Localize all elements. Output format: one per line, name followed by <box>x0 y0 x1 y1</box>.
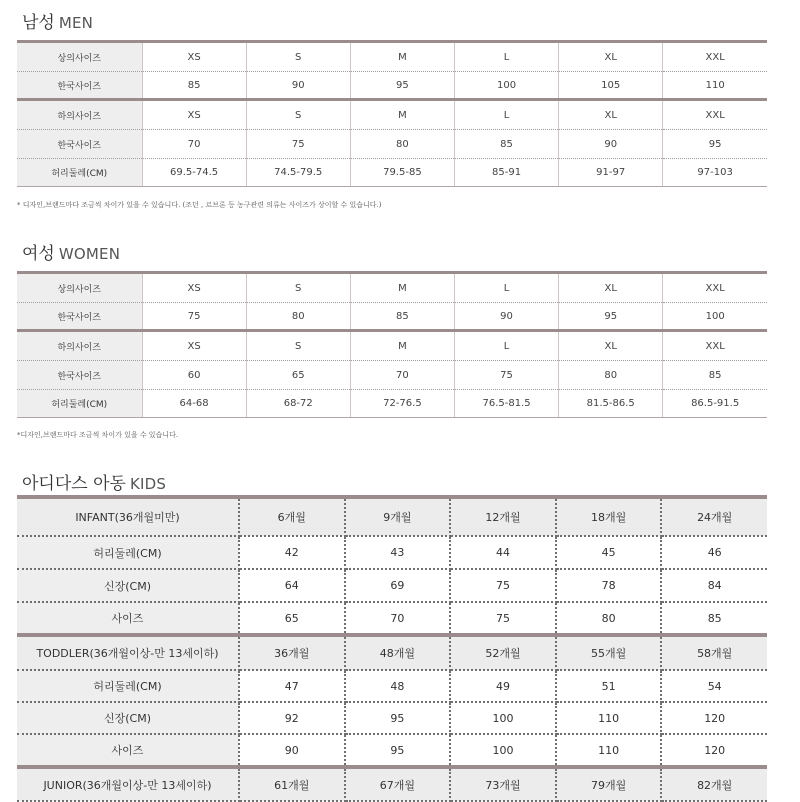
row-label: 사이즈 <box>17 602 239 635</box>
row-label: 상의사이즈 <box>17 42 142 72</box>
row-label: 한국사이즈 <box>17 303 142 331</box>
table-cell: 75 <box>246 130 350 159</box>
table-cell: 70 <box>350 361 454 390</box>
table-cell: 75 <box>142 303 246 331</box>
table-cell: 24개월 <box>661 497 767 536</box>
table-cell: S <box>246 273 350 303</box>
row-label: TODDLER(36개월이상-만 13세이하) <box>17 635 239 670</box>
table-cell: 110 <box>556 702 662 734</box>
table-row <box>17 100 767 130</box>
table-row <box>17 602 767 635</box>
table-cell: 75 <box>454 361 558 390</box>
table-cell: 76.5-81.5 <box>454 390 558 418</box>
table-cell: 46 <box>661 536 767 569</box>
table-cell: 110 <box>556 734 662 767</box>
table-cell: 95 <box>350 72 454 100</box>
table-row <box>17 361 767 390</box>
table-cell: 52개월 <box>450 635 556 670</box>
table-cell: 90 <box>239 734 345 767</box>
table-row <box>17 130 767 159</box>
table-row <box>17 497 767 536</box>
table-row <box>17 72 767 100</box>
table-cell: 47 <box>239 670 345 702</box>
table-cell: 48개월 <box>345 635 451 670</box>
table-cell: 12개월 <box>450 497 556 536</box>
table-cell: L <box>454 100 558 130</box>
row-label: 허리둘레(CM) <box>17 390 142 418</box>
table-cell: M <box>350 100 454 130</box>
row-label: 하의사이즈 <box>17 100 142 130</box>
table-row <box>17 159 767 187</box>
table-cell: 75 <box>450 569 556 602</box>
table-cell: 44 <box>450 536 556 569</box>
table-cell: 49 <box>450 670 556 702</box>
table-cell: XS <box>142 42 246 72</box>
women-title-ko: 여성 <box>22 244 55 264</box>
row-label: 허리둘레(CM) <box>17 670 239 702</box>
row-label: 한국사이즈 <box>17 72 142 100</box>
table-cell: 95 <box>345 734 451 767</box>
table-cell: 69 <box>345 569 451 602</box>
table-cell: 100 <box>450 734 556 767</box>
table-cell: 6개월 <box>239 497 345 536</box>
men-size-table <box>17 40 767 187</box>
table-cell: 80 <box>556 602 662 635</box>
table-cell: 64-68 <box>142 390 246 418</box>
table-cell: 65 <box>239 602 345 635</box>
men-note: * 디자인,브랜드마다 조금씩 차이가 있을 수 있습니다. (조던 , 르브론 등 농구관련 의류는 사이즈가 상이할 수 있습니다.) <box>17 201 382 209</box>
table-row <box>17 635 767 670</box>
table-cell: 90 <box>559 130 663 159</box>
table-cell: 84 <box>661 569 767 602</box>
kids-title-en: KIDS <box>129 475 167 493</box>
table-cell: 85 <box>350 303 454 331</box>
table-row <box>17 767 767 801</box>
row-label: JUNIOR(36개월이상-만 13세이하) <box>17 767 239 801</box>
row-label: 허리둘레(CM) <box>17 159 142 187</box>
table-cell: 68-72 <box>246 390 350 418</box>
kids-size-table <box>17 495 767 802</box>
row-label: INFANT(36개월미만) <box>17 497 239 536</box>
table-cell: 54 <box>661 670 767 702</box>
table-cell: XXL <box>663 42 767 72</box>
table-row <box>17 42 767 72</box>
table-cell: 95 <box>559 303 663 331</box>
table-cell: L <box>454 42 558 72</box>
table-cell: 42 <box>239 536 345 569</box>
table-cell: 36개월 <box>239 635 345 670</box>
kids-title-ko: 아디다스 아동 <box>22 474 126 494</box>
table-row <box>17 273 767 303</box>
table-cell: 64 <box>239 569 345 602</box>
table-cell: 48 <box>345 670 451 702</box>
table-cell: M <box>350 42 454 72</box>
table-cell: 97-103 <box>663 159 767 187</box>
women-section-title <box>22 239 120 264</box>
women-title-en: WOMEN <box>58 245 121 263</box>
table-cell: 81.5-86.5 <box>559 390 663 418</box>
table-cell: 85-91 <box>454 159 558 187</box>
table-cell: 91-97 <box>559 159 663 187</box>
table-row <box>17 734 767 767</box>
table-cell: 73개월 <box>450 767 556 801</box>
table-cell: 90 <box>454 303 558 331</box>
row-label: 신장(CM) <box>17 569 239 602</box>
table-row <box>17 569 767 602</box>
table-cell: 58개월 <box>661 635 767 670</box>
row-label: 신장(CM) <box>17 702 239 734</box>
table-cell: M <box>350 331 454 361</box>
table-cell: 120 <box>661 702 767 734</box>
table-cell: 75 <box>450 602 556 635</box>
table-cell: 100 <box>663 303 767 331</box>
table-cell: 110 <box>663 72 767 100</box>
table-cell: S <box>246 331 350 361</box>
table-cell: XS <box>142 273 246 303</box>
table-cell: XL <box>559 42 663 72</box>
table-cell: 74.5-79.5 <box>246 159 350 187</box>
table-row <box>17 303 767 331</box>
table-cell: 85 <box>142 72 246 100</box>
table-cell: 78 <box>556 569 662 602</box>
table-cell: 72-76.5 <box>350 390 454 418</box>
women-note: *디자인,브랜드마다 조금씩 차이가 있을 수 있습니다. <box>17 431 179 439</box>
table-cell: XXL <box>663 273 767 303</box>
table-cell: 90 <box>246 72 350 100</box>
table-cell: 100 <box>454 72 558 100</box>
table-row <box>17 331 767 361</box>
table-cell: 105 <box>559 72 663 100</box>
table-cell: 45 <box>556 536 662 569</box>
row-label: 허리둘레(CM) <box>17 536 239 569</box>
men-title-ko: 남성 <box>22 13 55 33</box>
table-cell: XXL <box>663 331 767 361</box>
table-cell: 80 <box>246 303 350 331</box>
table-cell: 120 <box>661 734 767 767</box>
men-title-en: MEN <box>58 14 94 32</box>
table-cell: 86.5-91.5 <box>663 390 767 418</box>
women-size-table <box>17 271 767 418</box>
row-label: 한국사이즈 <box>17 130 142 159</box>
table-cell: 80 <box>350 130 454 159</box>
table-cell: 67개월 <box>345 767 451 801</box>
table-cell: 92 <box>239 702 345 734</box>
table-cell: 60 <box>142 361 246 390</box>
table-cell: XXL <box>663 100 767 130</box>
men-section-title <box>22 8 93 33</box>
table-cell: 95 <box>663 130 767 159</box>
table-cell: 61개월 <box>239 767 345 801</box>
table-cell: 85 <box>663 361 767 390</box>
table-cell: 55개월 <box>556 635 662 670</box>
table-row <box>17 702 767 734</box>
table-cell: 85 <box>661 602 767 635</box>
table-cell: 79.5-85 <box>350 159 454 187</box>
row-label: 하의사이즈 <box>17 331 142 361</box>
table-cell: L <box>454 273 558 303</box>
row-label: 상의사이즈 <box>17 273 142 303</box>
table-cell: 79개월 <box>556 767 662 801</box>
table-row <box>17 670 767 702</box>
table-row <box>17 390 767 418</box>
table-cell: 100 <box>450 702 556 734</box>
table-cell: 9개월 <box>345 497 451 536</box>
table-cell: M <box>350 273 454 303</box>
table-cell: XL <box>559 331 663 361</box>
row-label: 사이즈 <box>17 734 239 767</box>
table-cell: 80 <box>559 361 663 390</box>
table-cell: XS <box>142 331 246 361</box>
kids-section-title <box>22 469 166 494</box>
table-cell: 70 <box>345 602 451 635</box>
table-row <box>17 536 767 569</box>
table-cell: 70 <box>142 130 246 159</box>
row-label: 한국사이즈 <box>17 361 142 390</box>
table-cell: S <box>246 42 350 72</box>
table-cell: 82개월 <box>661 767 767 801</box>
table-cell: 65 <box>246 361 350 390</box>
table-cell: 51 <box>556 670 662 702</box>
table-cell: 18개월 <box>556 497 662 536</box>
table-cell: L <box>454 331 558 361</box>
table-cell: 43 <box>345 536 451 569</box>
table-cell: 69.5-74.5 <box>142 159 246 187</box>
table-cell: 85 <box>454 130 558 159</box>
table-cell: XL <box>559 273 663 303</box>
table-cell: XS <box>142 100 246 130</box>
table-cell: 95 <box>345 702 451 734</box>
table-cell: XL <box>559 100 663 130</box>
table-cell: S <box>246 100 350 130</box>
